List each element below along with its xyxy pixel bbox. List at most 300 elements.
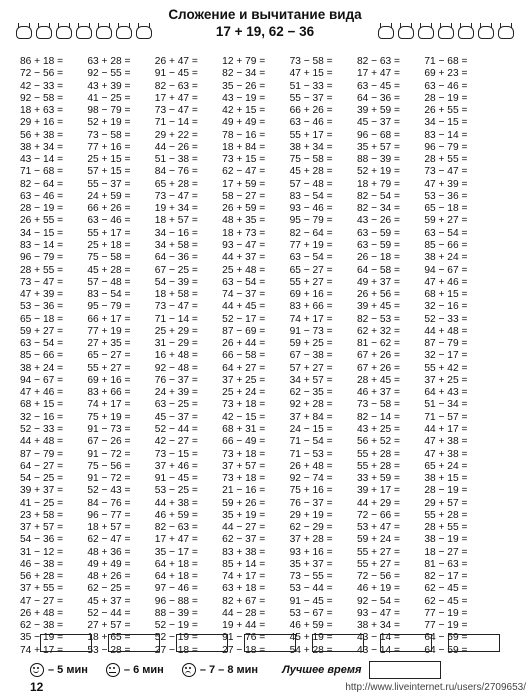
exercise-item: 74 + 17 = xyxy=(289,313,333,325)
exercise-item: 49 + 49 = xyxy=(87,558,131,570)
exercise-item: 28 + 45 = xyxy=(356,374,401,386)
exercise-item: 46 + 59 = xyxy=(289,620,333,632)
exercise-item: 64 − 27 = xyxy=(20,460,64,472)
exercise-item: 63 − 25 = xyxy=(154,399,198,411)
exercise-item: 73 − 55 = xyxy=(289,571,333,583)
exercise-item: 51 − 38 = xyxy=(154,154,198,166)
exercise-item: 71 − 53 = xyxy=(289,448,333,460)
exercise-item: 55 + 28 = xyxy=(356,448,401,460)
exercise-item: 82 − 53 = xyxy=(356,313,401,325)
exercise-item: 55 + 28 = xyxy=(356,460,401,472)
exercise-item: 91 − 45 = xyxy=(289,595,333,607)
exercise-item: 77 + 19 = xyxy=(289,239,333,251)
exercise-item: 48 + 26 = xyxy=(87,571,131,583)
exercise-item: 87 − 69 = xyxy=(222,325,266,337)
exercise-item: 49 + 37 = xyxy=(356,276,401,288)
exercise-item: 71 − 57 = xyxy=(424,411,468,423)
exercise-item: 85 − 66 = xyxy=(424,239,468,251)
exercise-item: 73 − 47 = xyxy=(20,276,64,288)
time-box[interactable] xyxy=(244,634,296,652)
exercise-item: 83 − 14 = xyxy=(20,239,64,251)
exercise-item: 52 − 19 = xyxy=(154,632,198,644)
exercise-item: 17 + 47 = xyxy=(154,534,198,546)
cat-icon xyxy=(94,20,112,40)
exercise-item: 28 + 55 = xyxy=(424,154,468,166)
exercise-item: 83 − 14 = xyxy=(424,129,468,141)
exercise-item: 42 + 15 = xyxy=(222,105,266,117)
exercise-item: 63 − 46 = xyxy=(289,117,333,129)
exercise-item: 92 − 74 = xyxy=(289,473,333,485)
exercise-item: 92 + 28 = xyxy=(289,399,333,411)
exercise-item: 19 + 44 = xyxy=(222,620,266,632)
exercise-item: 28 − 19 = xyxy=(424,92,468,104)
exercise-item: 74 + 17 = xyxy=(20,644,64,656)
exercise-item: 46 − 38 = xyxy=(20,558,64,570)
exercise-item: 74 + 17 = xyxy=(87,399,131,411)
cat-icon xyxy=(34,20,52,40)
exercise-item: 73 − 47 = xyxy=(154,301,198,313)
exercise-item: 57 − 48 = xyxy=(87,276,131,288)
exercise-item: 85 + 14 = xyxy=(222,558,266,570)
exercise-item: 37 + 55 = xyxy=(20,583,64,595)
exercise-item: 66 − 58 = xyxy=(222,350,266,362)
exercise-item: 55 + 17 = xyxy=(289,129,333,141)
exercise-item: 75 − 58 = xyxy=(289,154,333,166)
exercise-item: 18 + 58 = xyxy=(154,289,198,301)
exercise-item: 62 − 25 = xyxy=(87,583,131,595)
exercise-item: 67 − 26 = xyxy=(87,436,131,448)
exercise-item: 96 − 79 = xyxy=(20,252,64,264)
exercise-item: 93 − 46 = xyxy=(289,203,333,215)
exercise-item: 38 + 24 = xyxy=(424,252,468,264)
exercise-item: 71 − 14 = xyxy=(154,117,198,129)
exercise-item: 38 + 24 = xyxy=(20,362,64,374)
exercise-item: 35 + 57 = xyxy=(356,141,401,153)
exercise-item: 39 + 37 = xyxy=(20,485,64,497)
exercise-item: 46 + 59 = xyxy=(154,509,198,521)
exercise-item: 77 − 19 = xyxy=(424,620,468,632)
exercise-item: 69 + 16 = xyxy=(289,289,333,301)
exercise-item: 25 + 29 = xyxy=(154,325,198,337)
exercise-item: 35 + 37 = xyxy=(289,558,333,570)
exercise-item: 83 + 38 = xyxy=(222,546,266,558)
exercise-item: 45 + 28 = xyxy=(289,166,333,178)
time-legend xyxy=(30,660,500,680)
exercise-item: 18 + 57 = xyxy=(87,522,131,534)
exercise-item: 28 − 19 = xyxy=(424,485,468,497)
exercise-item: 82 − 64 = xyxy=(20,178,64,190)
exercise-item: 47 + 38 = xyxy=(424,448,468,460)
exercise-item: 43 − 14 = xyxy=(356,632,401,644)
exercise-item: 51 − 33 = xyxy=(289,80,333,92)
exercise-item: 63 − 46 = xyxy=(87,215,131,227)
exercise-item: 59 + 25 = xyxy=(289,338,333,350)
exercise-item: 45 + 37 = xyxy=(87,595,131,607)
exercise-item: 24 + 39 = xyxy=(154,387,198,399)
exercise-item: 74 − 37 = xyxy=(222,289,266,301)
exercise-item: 19 + 34 = xyxy=(154,203,198,215)
exercise-item: 77 + 19 = xyxy=(87,325,131,337)
exercise-item: 52 − 44 = xyxy=(154,423,198,435)
exercise-item: 81 − 62 = xyxy=(356,338,401,350)
decorative-border-left xyxy=(14,20,152,42)
exercise-item: 16 + 48 = xyxy=(154,350,198,362)
time-box[interactable] xyxy=(380,634,432,652)
exercise-column xyxy=(20,56,87,656)
exercise-item: 57 + 15 = xyxy=(87,166,131,178)
exercise-item: 54 − 25 = xyxy=(20,473,64,485)
exercise-item: 32 − 16 = xyxy=(20,411,64,423)
exercise-item: 43 + 39 = xyxy=(87,80,131,92)
answer-boxes xyxy=(40,634,512,654)
exercise-item: 85 − 66 = xyxy=(20,350,64,362)
exercise-item: 86 + 18 = xyxy=(20,56,64,67)
exercise-item: 93 + 16 = xyxy=(289,546,333,558)
exercise-item: 44 + 45 = xyxy=(222,301,266,313)
exercise-item: 34 − 15 = xyxy=(20,227,64,239)
exercise-item: 53 − 28 = xyxy=(87,644,131,656)
exercise-item: 29 + 19 = xyxy=(289,509,333,521)
exercise-item: 92 − 58 = xyxy=(20,92,64,104)
exercise-item: 35 + 19 = xyxy=(222,509,266,521)
exercise-item: 91 − 45 = xyxy=(154,68,198,80)
exercise-item: 49 + 49 = xyxy=(222,117,266,129)
exercise-item: 73 + 18 = xyxy=(222,399,266,411)
exercise-item: 96 − 68 = xyxy=(356,129,401,141)
exercise-item: 56 + 28 = xyxy=(20,571,64,583)
exercise-item: 27 − 18 = xyxy=(222,644,266,656)
exercise-item: 55 + 42 = xyxy=(424,362,468,374)
exercise-item: 35 − 17 = xyxy=(154,546,198,558)
exercise-item: 46 + 37 = xyxy=(356,387,401,399)
exercise-item: 96 − 77 = xyxy=(87,509,131,521)
exercise-item: 91 − 73 = xyxy=(289,325,333,337)
exercise-column xyxy=(289,56,357,656)
exercise-item: 65 − 27 = xyxy=(87,350,131,362)
best-time-box[interactable] xyxy=(369,661,441,679)
exercise-item: 62 + 32 = xyxy=(356,325,401,337)
exercise-item: 91 − 76 = xyxy=(222,632,266,644)
exercise-item: 24 + 59 = xyxy=(87,190,131,202)
exercise-item: 29 + 16 = xyxy=(20,117,64,129)
page-number: 12 xyxy=(30,680,44,694)
exercise-item: 52 − 19 = xyxy=(154,620,198,632)
exercise-item: 78 − 16 = xyxy=(222,129,266,141)
exercise-item: 52 − 43 = xyxy=(87,485,131,497)
exercise-item: 48 + 35 = xyxy=(222,215,266,227)
exercise-item: 31 − 29 = xyxy=(154,338,198,350)
exercise-item: 53 − 25 = xyxy=(154,485,198,497)
time-box[interactable] xyxy=(176,634,228,652)
exercise-item: 67 − 38 = xyxy=(289,350,333,362)
exercise-item: 42 − 33 = xyxy=(20,80,64,92)
exercise-item: 55 − 37 = xyxy=(289,92,333,104)
exercise-item: 18 + 73 = xyxy=(222,227,266,239)
exercise-item: 94 − 67 = xyxy=(20,374,64,386)
exercise-item: 43 − 14 = xyxy=(20,154,64,166)
exercise-item: 62 − 37 = xyxy=(222,534,266,546)
exercise-item: 31 − 12 = xyxy=(20,546,64,558)
exercise-item: 55 + 27 = xyxy=(356,546,401,558)
exercise-item: 96 − 79 = xyxy=(424,141,468,153)
exercise-item: 75 − 58 = xyxy=(87,252,131,264)
exercise-item: 58 − 27 = xyxy=(222,190,266,202)
exercise-item: 72 − 56 = xyxy=(356,571,401,583)
exercise-item: 76 − 37 = xyxy=(154,374,198,386)
cat-icon xyxy=(74,20,92,40)
exercise-item: 37 + 25 = xyxy=(424,374,468,386)
exercise-item: 39 + 59 = xyxy=(356,105,401,117)
exercise-item: 18 + 63 = xyxy=(20,105,64,117)
exercise-item: 87 − 79 = xyxy=(20,448,64,460)
page-title: Сложение и вычитание вида xyxy=(168,7,362,22)
exercise-item: 63 + 18 = xyxy=(222,583,266,595)
exercise-item: 44 + 29 = xyxy=(356,497,401,509)
exercise-item: 65 − 18 = xyxy=(424,203,468,215)
exercise-item: 43 − 14 = xyxy=(356,644,401,656)
exercise-item: 63 − 59 = xyxy=(356,227,401,239)
exercise-item: 26 + 59 = xyxy=(222,203,266,215)
exercise-item: 51 − 34 = xyxy=(424,399,468,411)
exercise-item: 57 − 48 = xyxy=(289,178,333,190)
exercise-item: 52 + 19 = xyxy=(87,117,131,129)
exercise-item: 26 + 48 = xyxy=(20,607,64,619)
exercise-item: 73 − 47 = xyxy=(154,105,198,117)
exercise-item: 83 − 54 = xyxy=(289,190,333,202)
exercise-item: 63 − 59 = xyxy=(356,239,401,251)
exercise-item: 33 + 59 = xyxy=(356,473,401,485)
exercise-item: 82 + 67 = xyxy=(222,595,266,607)
exercise-item: 62 − 45 = xyxy=(424,595,468,607)
exercise-item: 54 + 28 = xyxy=(289,644,333,656)
exercise-item: 53 − 36 = xyxy=(20,301,64,313)
exercise-item: 91 − 45 = xyxy=(154,473,198,485)
exercise-column xyxy=(356,56,424,656)
exercise-item: 26 + 44 = xyxy=(222,338,266,350)
exercise-item: 57 + 27 = xyxy=(289,362,333,374)
exercise-item: 27 + 57 = xyxy=(87,620,131,632)
exercise-item: 32 − 16 = xyxy=(424,301,468,313)
exercise-item: 46 + 19 = xyxy=(356,583,401,595)
exercise-item: 42 − 15 = xyxy=(222,411,266,423)
cat-icon xyxy=(376,20,394,40)
exercise-item: 21 − 16 = xyxy=(222,485,266,497)
time-box[interactable] xyxy=(40,634,92,652)
cat-icon xyxy=(14,20,32,40)
time-box[interactable] xyxy=(448,634,500,652)
exercise-item: 92 − 55 = xyxy=(87,68,131,80)
exercise-item: 63 − 54 = xyxy=(20,338,64,350)
exercise-item: 44 + 37 = xyxy=(222,252,266,264)
exercise-item: 43 − 26 = xyxy=(356,215,401,227)
exercise-item: 12 + 79 = xyxy=(222,56,266,67)
exercise-item: 45 + 19 = xyxy=(289,632,333,644)
exercise-item: 64 + 18 = xyxy=(154,571,198,583)
source-url: http://www.liveinternet.ru/users/2709653/ xyxy=(345,682,526,693)
cat-icon xyxy=(496,20,514,40)
exercise-item: 93 − 47 = xyxy=(222,239,266,251)
exercise-item: 44 + 48 = xyxy=(424,325,468,337)
exercise-item: 64 + 43 = xyxy=(424,387,468,399)
exercise-item: 63 − 54 = xyxy=(424,227,468,239)
exercise-item: 64 − 59 = xyxy=(424,632,468,644)
exercise-item: 28 − 19 = xyxy=(20,203,64,215)
exercise-item: 64 + 27 = xyxy=(222,362,266,374)
exercise-item: 26 + 55 = xyxy=(20,215,64,227)
exercise-item: 38 + 34 = xyxy=(20,141,64,153)
exercise-item: 59 + 26 = xyxy=(222,497,266,509)
exercise-item: 74 + 17 = xyxy=(222,571,266,583)
exercise-item: 63 + 28 = xyxy=(87,56,131,67)
exercise-item: 97 − 46 = xyxy=(154,583,198,595)
cat-icon xyxy=(416,20,434,40)
exercise-item: 71 − 68 = xyxy=(424,56,468,67)
exercise-item: 47 + 15 = xyxy=(289,68,333,80)
smiley-sad-icon xyxy=(182,663,196,677)
legend-neutral-label: – 6 мин xyxy=(123,664,164,676)
exercise-item: 53 − 36 = xyxy=(424,190,468,202)
exercise-item: 47 + 39 = xyxy=(20,289,64,301)
exercise-item: 56 + 52 = xyxy=(356,436,401,448)
exercise-item: 84 − 76 = xyxy=(154,166,198,178)
exercise-item: 62 − 35 = xyxy=(289,387,333,399)
exercise-item: 64 + 18 = xyxy=(154,558,198,570)
exercise-item: 35 − 19 = xyxy=(20,632,64,644)
exercise-item: 75 + 19 = xyxy=(87,411,131,423)
exercise-item: 37 + 84 = xyxy=(289,411,333,423)
exercise-item: 93 − 47 = xyxy=(356,607,401,619)
exercise-item: 64 − 36 = xyxy=(356,92,401,104)
exercise-item: 82 − 64 = xyxy=(289,227,333,239)
exercise-item: 47 + 39 = xyxy=(424,178,468,190)
exercise-item: 52 − 33 = xyxy=(424,313,468,325)
exercise-item: 25 + 24 = xyxy=(222,387,266,399)
exercise-item: 62 − 47 = xyxy=(87,534,131,546)
exercise-item: 71 − 14 = xyxy=(154,313,198,325)
exercise-item: 25 + 18 = xyxy=(87,239,131,251)
legend-sad xyxy=(182,663,258,677)
exercise-item: 73 − 47 = xyxy=(424,166,468,178)
exercise-item: 44 + 48 = xyxy=(20,436,64,448)
exercise-item: 73 + 15 = xyxy=(222,154,266,166)
exercise-item: 82 − 34 = xyxy=(356,203,401,215)
time-box[interactable] xyxy=(108,634,160,652)
exercise-item: 62 − 38 = xyxy=(20,620,64,632)
exercise-item: 52 + 19 = xyxy=(356,166,401,178)
exercise-item: 56 + 38 = xyxy=(20,129,64,141)
exercise-item: 82 − 17 = xyxy=(424,571,468,583)
exercise-item: 42 − 27 = xyxy=(154,436,198,448)
cat-icon xyxy=(54,20,72,40)
legend-happy xyxy=(30,663,88,677)
exercise-item: 63 − 45 = xyxy=(356,80,401,92)
exercise-item: 71 − 68 = xyxy=(20,166,64,178)
exercise-item: 38 − 19 = xyxy=(424,534,468,546)
exercise-item: 23 + 58 = xyxy=(20,509,64,521)
exercise-item: 44 − 26 = xyxy=(154,141,198,153)
exercise-item: 55 + 27 = xyxy=(289,276,333,288)
exercise-item: 76 − 37 = xyxy=(289,497,333,509)
exercise-item: 25 + 15 = xyxy=(87,154,131,166)
exercise-item: 73 − 58 = xyxy=(289,56,333,67)
title-block xyxy=(150,6,380,40)
exercise-item: 64 − 58 = xyxy=(356,264,401,276)
exercise-item: 54 − 36 = xyxy=(20,534,64,546)
exercise-item: 92 − 48 = xyxy=(154,362,198,374)
exercise-item: 62 − 29 = xyxy=(289,522,333,534)
exercise-item: 53 + 47 = xyxy=(356,522,401,534)
exercise-item: 52 − 17 = xyxy=(222,313,266,325)
exercise-item: 55 + 28 = xyxy=(424,509,468,521)
exercise-item: 34 − 16 = xyxy=(154,227,198,239)
legend-neutral xyxy=(106,663,164,677)
exercise-item: 27 − 18 = xyxy=(154,644,198,656)
exercise-item: 65 − 18 = xyxy=(20,313,64,325)
exercise-item: 47 − 27 = xyxy=(20,595,64,607)
exercise-item: 44 − 27 = xyxy=(222,522,266,534)
exercise-item: 47 + 46 = xyxy=(424,276,468,288)
exercise-item: 17 + 59 = xyxy=(222,178,266,190)
exercise-item: 43 + 25 = xyxy=(356,423,401,435)
exercise-item: 73 + 18 = xyxy=(222,473,266,485)
exercise-item: 37 + 46 = xyxy=(154,460,198,472)
exercise-item: 59 + 24 = xyxy=(356,534,401,546)
time-box[interactable] xyxy=(312,634,364,652)
exercise-item: 73 − 58 = xyxy=(87,129,131,141)
exercise-item: 53 − 67 = xyxy=(289,607,333,619)
exercise-item: 66 − 49 = xyxy=(222,436,266,448)
smiley-happy-icon xyxy=(30,663,44,677)
exercise-item: 91 − 72 = xyxy=(87,473,131,485)
exercise-item: 26 − 18 = xyxy=(356,252,401,264)
exercise-item: 98 − 79 = xyxy=(87,105,131,117)
exercise-item: 83 − 54 = xyxy=(87,289,131,301)
exercise-item: 43 − 19 = xyxy=(222,92,266,104)
exercise-item: 37 + 57 = xyxy=(20,522,64,534)
exercise-item: 88 − 39 = xyxy=(154,607,198,619)
exercise-item: 39 + 17 = xyxy=(356,485,401,497)
exercise-item: 72 − 56 = xyxy=(20,68,64,80)
exercise-item: 73 − 58 = xyxy=(356,399,401,411)
exercise-item: 82 − 63 = xyxy=(154,522,198,534)
exercise-item: 35 − 26 = xyxy=(222,80,266,92)
exercise-item: 63 − 46 = xyxy=(20,190,64,202)
exercise-item: 18 + 65 = xyxy=(87,632,131,644)
exercise-item: 66 + 26 = xyxy=(87,203,131,215)
exercise-item: 67 − 25 = xyxy=(154,264,198,276)
cat-icon xyxy=(476,20,494,40)
decorative-border-right xyxy=(376,20,514,42)
exercise-item: 64 − 59 = xyxy=(424,644,468,656)
exercise-item: 83 + 66 = xyxy=(87,387,131,399)
exercise-item: 48 + 36 = xyxy=(87,546,131,558)
exercise-grid xyxy=(20,56,492,656)
exercise-item: 28 + 55 = xyxy=(20,264,64,276)
exercise-item: 41 − 25 = xyxy=(87,92,131,104)
exercise-item: 39 + 45 = xyxy=(356,301,401,313)
exercise-item: 26 + 48 = xyxy=(289,460,333,472)
exercise-item: 68 + 31 = xyxy=(222,423,266,435)
exercise-item: 95 − 79 = xyxy=(87,301,131,313)
exercise-item: 52 − 33 = xyxy=(20,423,64,435)
exercise-item: 91 − 73 = xyxy=(87,423,131,435)
exercise-item: 75 − 56 = xyxy=(87,460,131,472)
exercise-item: 94 − 67 = xyxy=(424,264,468,276)
exercise-item: 59 + 27 = xyxy=(20,325,64,337)
exercise-item: 73 − 47 = xyxy=(154,190,198,202)
exercise-item: 18 − 27 = xyxy=(424,546,468,558)
cat-icon xyxy=(436,20,454,40)
